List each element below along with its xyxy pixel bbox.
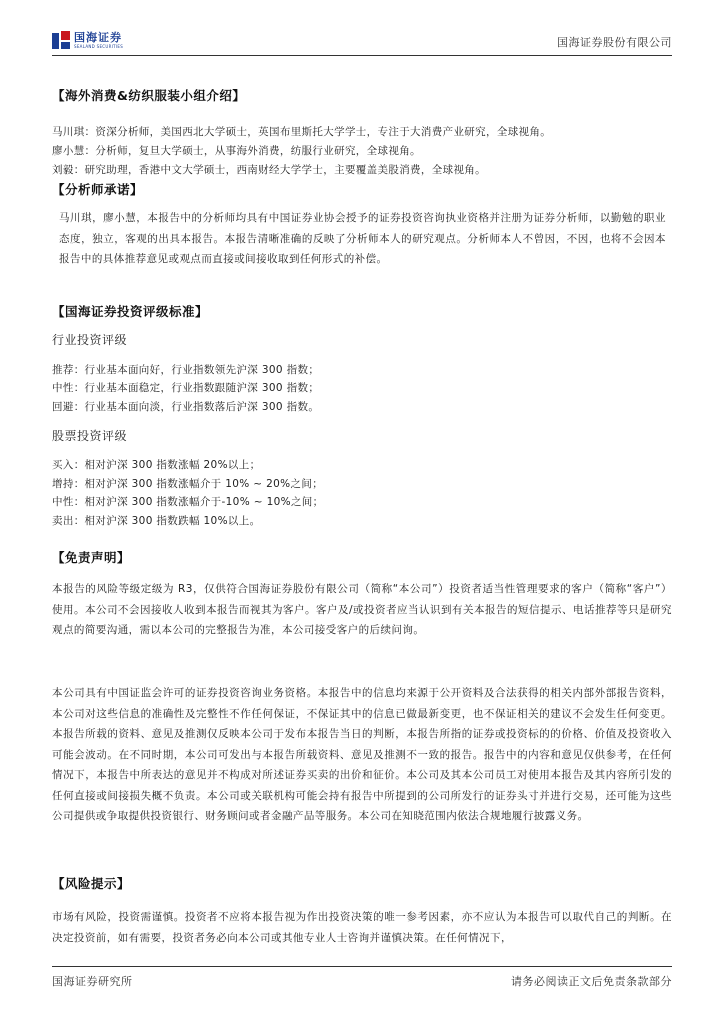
page-header [52,28,672,52]
disclaimer-section-title: 【免责声明】 [52,550,131,565]
disclaimer-paragraph-2: 本公司具有中国证监会许可的证券投资咨询业务资格。本报告中的信息均来源于公开资料及合法获得的相关内部外部报告资料，本公司对这些信息的准确性及完整性不作任何保证，不保证其中的信息已做最新变更，也不保证相关的建议不会发生任何变更。本报告所载的资料、意见及推测仅反映本公司于发布本报告当日的判断，本报告所指的证券或投资标的的价格、价值及投资收入可能会波动。在不同时期，本公司可发出与本报告所载资料、意见及推测不一致的报告。报告中的内容和意见仅供参考，在任何情况下，本报告中所表达的意见并不构成对所述证券买卖的出价和征价。本公司及其本公司员工对使用本报告及其内容所引发的任何直接或间接损失概不负责。本公司或关联机构可能会持有报告中所提到的公司所发行的证券头寸并进行交易，还可能为这些公司提供或争取提供投资银行、财务顾问或者金融产品等服务。本公司在知晓范围内依法合规地履行披露义务。 [52,687,672,822]
industry-rating-buy: 推荐：行业基本面向好，行业指数领先沪深 300 指数； [52,364,320,376]
company-logo [52,30,123,50]
footer-divider [52,966,672,967]
logo-en-text: SEALAND SECURITIES [74,43,124,49]
industry-rating-avoid: 回避：行业基本面向淡，行业指数落后沪深 300 指数。 [52,401,320,413]
footer-institute: 国海证券研究所 [52,975,133,988]
stock-rating-title: 股票投资评级 [52,429,128,443]
industry-rating-neutral: 中性：行业基本面稳定，行业指数跟随沪深 300 指数； [52,382,320,394]
team-member-2: 廖小慧：分析师，复旦大学硕士，从事海外消费，纺服行业研究，全球视角。 [52,145,421,157]
risk-text: 市场有风险，投资需谨慎。投资者不应将本报告视为作出投资决策的唯一参考因素，亦不应认为本报告可以取代自己的判断。在决定投资前，如有需要，投资者务必向本公司或其他专业人士咨询并谨慎决策。在任何情况下， [52,911,672,944]
stock-rating-buy: 买入：相对沪深 300 指数涨幅 20%以上； [52,459,261,471]
stock-rating-sell: 卖出：相对沪深 300 指数跌幅 10%以上。 [52,515,261,527]
header-divider [52,55,672,56]
commitment-text: 马川琪，廖小慧，本报告中的分析师均具有中国证券业协会授予的证券投资咨询执业资格并注册为证券分析师，以勤勉的职业态度，独立，客观的出具本报告。本报告清晰准确的反映了分析师本人的研究观点。分析师本人不曾因，不因，也将不会因本报告中的具体推荐意见或观点而直接或间接收取到任何形式的补偿。 [59,212,666,265]
logo-icon [52,31,70,49]
rating-section-title: 【国海证券投资评级标准】 [52,304,209,319]
company-name: 国海证券股份有限公司 [557,36,672,49]
team-member-1: 马川琪：资深分析师，美国西北大学硕士，英国布里斯托大学学士，专注于大消费产业研究，全球视角。 [52,126,552,138]
logo-cn-text: 国海证券 [74,30,122,44]
team-member-3: 刘毅：研究助理，香港中文大学硕士，西南财经大学学士，主要覆盖美股消费，全球视角。 [52,164,486,176]
commitment-section-title: 【分析师承诺】 [52,182,144,197]
team-section-title: 【海外消费&纺织服装小组介绍】 [52,88,246,103]
risk-section-title: 【风险提示】 [52,876,131,891]
stock-rating-overweight: 增持：相对沪深 300 指数涨幅介于 10% ~ 20%之间； [52,478,324,490]
stock-rating-neutral: 中性：相对沪深 300 指数涨幅介于-10% ~ 10%之间； [52,496,324,508]
disclaimer-paragraph-1: 本报告的风险等级定级为 R3，仅供符合国海证券股份有限公司（简称“本公司”）投资者适当性管理要求的客户（简称“客户”）使用。本公司不会因接收人收到本报告而视其为客户。客户及/或投资者应当认识到有关本报告的短信提示、电话推荐等只是研究观点的简要沟通，需以本公司的完整报告为准，本公司接受客户的后续问询。 [52,583,672,636]
industry-rating-title: 行业投资评级 [52,333,128,347]
footer-notice: 请务必阅读正文后免责条款部分 [511,975,672,988]
